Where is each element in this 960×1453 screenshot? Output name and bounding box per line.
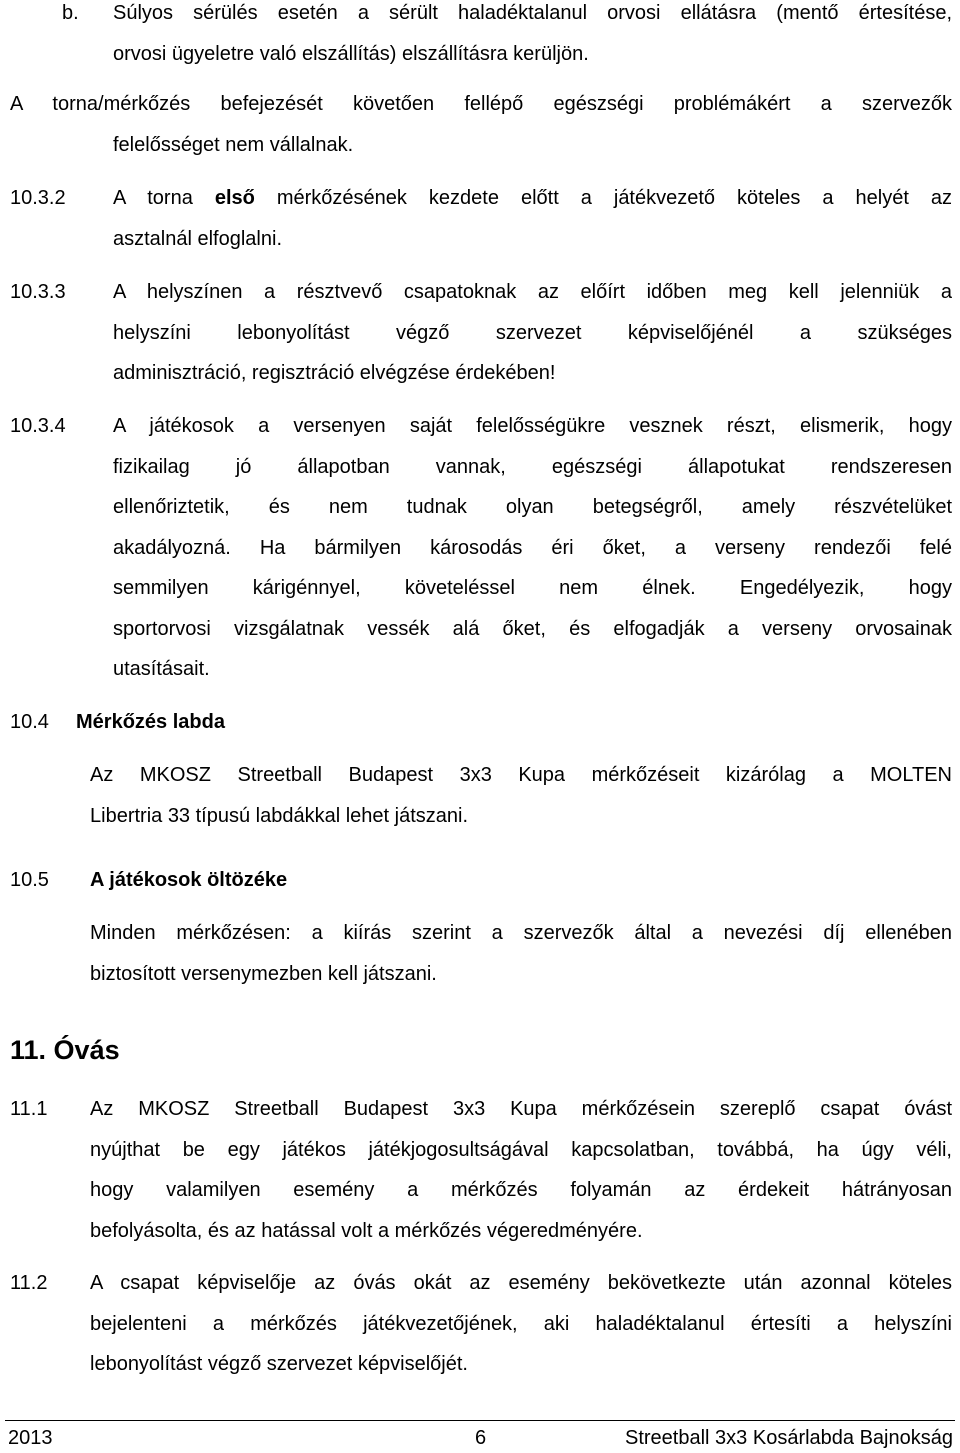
text-line bbox=[113, 178, 952, 219]
paragraph-10-3-2 bbox=[113, 178, 952, 259]
footer-year: 2013 bbox=[8, 1427, 53, 1449]
text-line: felelősséget nem vállalnak. bbox=[113, 133, 354, 156]
paragraph-liability bbox=[10, 84, 952, 165]
text-line: A helyszínen a résztvevő csapatoknak az előírt időben meg kell jelenniük a bbox=[113, 281, 952, 303]
paragraph-item-b bbox=[113, 0, 952, 74]
text-run: A torna bbox=[113, 187, 215, 209]
paragraph-10-5 bbox=[90, 913, 952, 994]
chapter-heading-11: 11. Óvás bbox=[10, 1035, 120, 1065]
text-line: Súlyos sérülés esetén a sérült haladéktalanul orvosi ellátásra (mentő értesítése, bbox=[113, 2, 952, 24]
text-line: lebonyolítást végző szervezet képviselőjét. bbox=[90, 1353, 468, 1375]
text-line: fizikailag jó állapotban vannak, egészségi állapotukat rendszeresen bbox=[113, 455, 952, 478]
text-line: nyújthat be egy játékos játékjogosultságával kapcsolatban, továbbá, ha úgy véli, bbox=[90, 1138, 952, 1161]
text-line: Minden mérkőzésen: a kiírás szerint a szervezők által a nevezési díj ellenében bbox=[90, 922, 952, 944]
section-number-11-1: 11.1 bbox=[10, 1098, 48, 1120]
paragraph-10-3-3 bbox=[113, 272, 952, 394]
text-line: A játékosok a versenyen saját felelősségükre vesznek részt, elismerik, hogy bbox=[113, 415, 952, 437]
paragraph-11-2 bbox=[90, 1263, 952, 1385]
text-line: orvosi ügyeletre való elszállítás) elszállításra kerüljön. bbox=[113, 42, 589, 65]
paragraph-10-3-4 bbox=[113, 406, 952, 690]
section-number-10-3-2: 10.3.2 bbox=[10, 187, 66, 209]
text-line: A torna/mérkőzés befejezését követően fellépő egészségi problémákért a szervezők bbox=[10, 93, 952, 115]
section-number-10-3-3: 10.3.3 bbox=[10, 281, 66, 303]
footer-page-number: 6 bbox=[475, 1427, 487, 1449]
text-run: mérkőzésének kezdete előtt a játékvezető köteles a helyét az bbox=[254, 187, 953, 209]
text-line: befolyásolta, és az hatással volt a mérkőzés végeredményére. bbox=[90, 1219, 643, 1242]
paragraph-10-4 bbox=[90, 755, 952, 836]
section-number-11-2: 11.2 bbox=[10, 1272, 48, 1294]
paragraph-11-1 bbox=[90, 1089, 952, 1251]
text-line: ellenőriztetik, és nem tudnak olyan betegségről, amely részvételüket bbox=[113, 496, 952, 518]
text-line: sportorvosi vizsgálatnak vessék alá őket, és elfogadják a verseny orvosainak bbox=[113, 617, 952, 640]
section-number-10-3-4: 10.3.4 bbox=[10, 415, 66, 437]
text-line: hogy valamilyen esemény a mérkőzés folyamán az érdekeit hátrányosan bbox=[90, 1179, 952, 1201]
text-line: Az MKOSZ Streetball Budapest 3x3 Kupa mérkőzéseit kizárólag a MOLTEN bbox=[90, 764, 952, 786]
footer-title: Streetball 3x3 Kosárlabda Bajnokság bbox=[625, 1427, 953, 1449]
emphasis-text: első bbox=[214, 187, 255, 209]
text-line: A csapat képviselője az óvás okát az esemény bekövetkezte után azonnal köteles bbox=[90, 1272, 952, 1294]
text-line: asztalnál elfoglalni. bbox=[113, 227, 282, 250]
section-title-10-5: A játékosok öltözéke bbox=[90, 869, 288, 891]
page-footer bbox=[5, 1420, 955, 1453]
text-line: helyszíni lebonyolítást végző szervezet képviselőjénél a szükséges bbox=[113, 321, 952, 344]
text-line: semmilyen kárigénnyel, követeléssel nem élnek. Engedélyezik, hogy bbox=[113, 577, 952, 599]
list-marker-b: b. bbox=[62, 2, 79, 24]
text-line: utasításait. bbox=[113, 658, 210, 680]
text-line: Libertria 33 típusú labdákkal lehet játszani. bbox=[90, 804, 469, 827]
section-number-10-4: 10.4 bbox=[10, 711, 49, 733]
text-line: akadályozná. Ha bármilyen károsodás éri őket, a verseny rendezői felé bbox=[113, 536, 952, 559]
section-number-10-5: 10.5 bbox=[10, 869, 49, 891]
text-line: bejelenteni a mérkőzés játékvezetőjének, aki haladéktalanul értesíti a helyszíni bbox=[90, 1312, 952, 1335]
text-line: biztosított versenymezben kell játszani. bbox=[90, 962, 437, 985]
text-line: Az MKOSZ Streetball Budapest 3x3 Kupa mérkőzésein szereplő csapat óvást bbox=[90, 1098, 952, 1120]
section-title-10-4: Mérkőzés labda bbox=[76, 711, 225, 733]
text-line: adminisztráció, regisztráció elvégzése érdekében! bbox=[113, 362, 556, 384]
